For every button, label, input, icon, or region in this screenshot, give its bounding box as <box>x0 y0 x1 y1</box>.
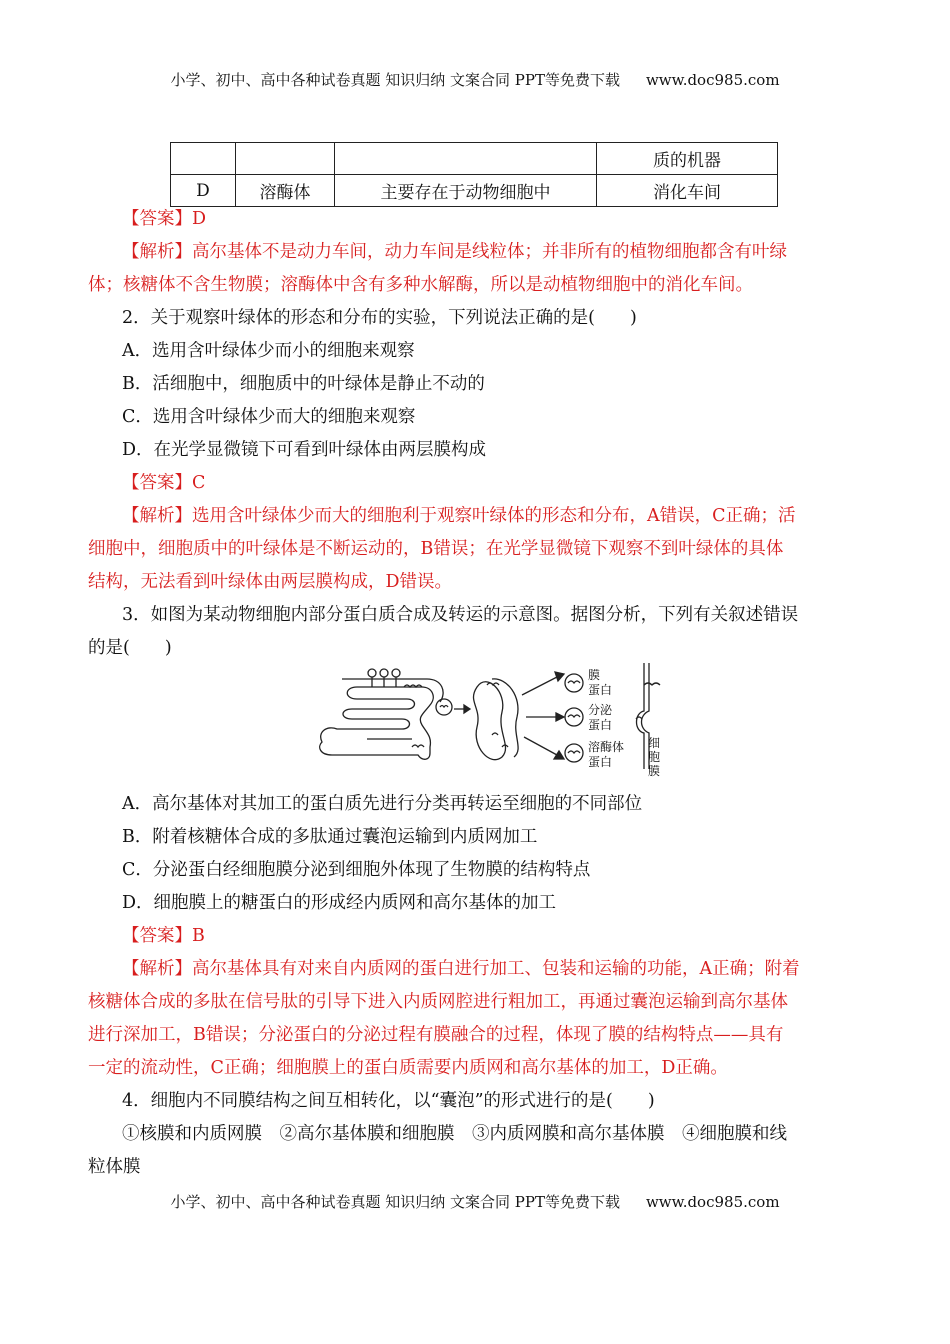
label-secretory-protein: 分泌 <box>588 703 613 717</box>
table-cell: 主要存在于动物细胞中 <box>335 175 597 207</box>
q2-option-b: B．活细胞中，细胞质中的叶绿体是静止不动的 <box>122 374 485 394</box>
answer-value: D <box>192 209 207 229</box>
q1-answer <box>122 208 206 230</box>
label-cell-membrane: 细 <box>648 736 661 750</box>
table-row <box>171 143 778 175</box>
q2-analysis-line: 结构，无法看到叶绿体由两层膜构成，D错误。 <box>88 572 453 592</box>
q2-option-d: D．在光学显微镜下可看到叶绿体由两层膜构成 <box>122 440 487 460</box>
table-cell: 溶酶体 <box>236 175 335 207</box>
q2-stem: 2．关于观察叶绿体的形态和分布的实验，下列说法正确的是( ) <box>122 308 637 328</box>
table-cell <box>171 143 236 175</box>
q4-options: ①核膜和内质网膜 ②高尔基体膜和细胞膜 ③内质网膜和高尔基体膜 ④细胞膜和线 <box>122 1124 787 1144</box>
analysis-tag: 【解析】 <box>122 959 192 979</box>
analysis-tag: 【解析】 <box>122 506 192 526</box>
q1-analysis-line <box>122 241 787 263</box>
header-text: 小学、初中、高中各种试卷真题 知识归纳 文案合同 PPT等免费下载 <box>170 71 620 89</box>
header-url: www.doc985.com <box>645 71 780 89</box>
answer-value: C <box>192 473 206 493</box>
organelle-table <box>170 142 778 207</box>
q3-option-b: B．附着核糖体合成的多肽通过囊泡运输到内质网加工 <box>122 827 538 847</box>
q4-options: 粒体膜 <box>88 1157 141 1177</box>
q3-analysis-line: 核糖体合成的多肽在信号肽的引导下进入内质网腔进行粗加工，再通过囊泡运输到高尔基体 <box>88 992 788 1012</box>
q2-option-c: C．选用含叶绿体少而大的细胞来观察 <box>122 407 416 427</box>
q4-stem: 4．细胞内不同膜结构之间互相转化，以“囊泡”的形式进行的是( ) <box>122 1091 655 1111</box>
q3-option-a: A．高尔基体对其加工的蛋白质先进行分类再转运至细胞的不同部位 <box>122 794 643 814</box>
q2-analysis-line <box>122 505 796 527</box>
golgi-apparatus <box>473 682 505 760</box>
q2-answer <box>122 472 205 494</box>
answer-tag: 【答案】 <box>122 209 192 229</box>
table-cell: D <box>171 175 236 207</box>
label-cell-membrane: 胞 <box>648 750 661 764</box>
q2-option-a: A．选用含叶绿体少而小的细胞来观察 <box>122 341 415 361</box>
footer-url: www.doc985.com <box>645 1193 780 1211</box>
analysis-tag: 【解析】 <box>122 242 192 262</box>
label-cell-membrane: 膜 <box>648 764 661 778</box>
label-secretory-protein: 蛋白 <box>588 718 613 732</box>
q3-option-d: D．细胞膜上的糖蛋白的形成经内质网和高尔基体的加工 <box>122 893 557 913</box>
q3-stem: 3．如图为某动物细胞内部分蛋白质合成及转运的示意图。据图分析，下列有关叙述错误 <box>122 605 799 625</box>
analysis-text: 选用含叶绿体少而大的细胞利于观察叶绿体的形态和分布，A错误，C正确；活 <box>192 506 796 526</box>
table-cell <box>236 143 335 175</box>
q3-analysis-line: 一定的流动性，C正确；细胞膜上的蛋白质需要内质网和高尔基体的加工，D正确。 <box>88 1058 728 1078</box>
analysis-text: 高尔基体不是动力车间，动力车间是线粒体；并非所有的植物细胞都含有叶绿 <box>192 242 787 262</box>
label-membrane-protein: 蛋白 <box>588 683 613 697</box>
label-lysosome-protein: 蛋白 <box>588 755 613 769</box>
q2-analysis-line: 细胞中，细胞质中的叶绿体是不断运动的，B错误；在光学显微镜下观察不到叶绿体的具体 <box>88 539 784 559</box>
label-lysosome-protein: 溶酶体 <box>588 740 625 754</box>
analysis-text: 高尔基体具有对来自内质网的蛋白进行加工、包装和运输的功能，A正确；附着 <box>192 959 800 979</box>
page-header <box>0 69 950 90</box>
table-cell: 质的机器 <box>597 143 778 175</box>
answer-value: B <box>192 926 205 946</box>
protein-transport-diagram <box>312 657 672 783</box>
q1-analysis-line: 体；核糖体不含生物膜；溶酶体中含有多种水解酶，所以是动植物细胞中的消化车间。 <box>88 275 753 295</box>
q3-analysis-line <box>122 958 800 980</box>
answer-tag: 【答案】 <box>122 473 192 493</box>
table-row <box>171 175 778 207</box>
endoplasmic-reticulum <box>320 687 434 759</box>
q3-option-c: C．分泌蛋白经细胞膜分泌到细胞外体现了生物膜的结构特点 <box>122 860 591 880</box>
table-cell <box>335 143 597 175</box>
footer-text: 小学、初中、高中各种试卷真题 知识归纳 文案合同 PPT等免费下载 <box>170 1193 620 1211</box>
label-membrane-protein: 膜 <box>588 668 601 682</box>
q3-stem: 的是( ) <box>88 638 172 658</box>
table-cell: 消化车间 <box>597 175 778 207</box>
q3-analysis-line: 进行深加工，B错误；分泌蛋白的分泌过程有膜融合的过程，体现了膜的结构特点——具有 <box>88 1025 784 1045</box>
answer-tag: 【答案】 <box>122 926 192 946</box>
q3-answer <box>122 925 205 947</box>
page-footer <box>0 1191 950 1212</box>
